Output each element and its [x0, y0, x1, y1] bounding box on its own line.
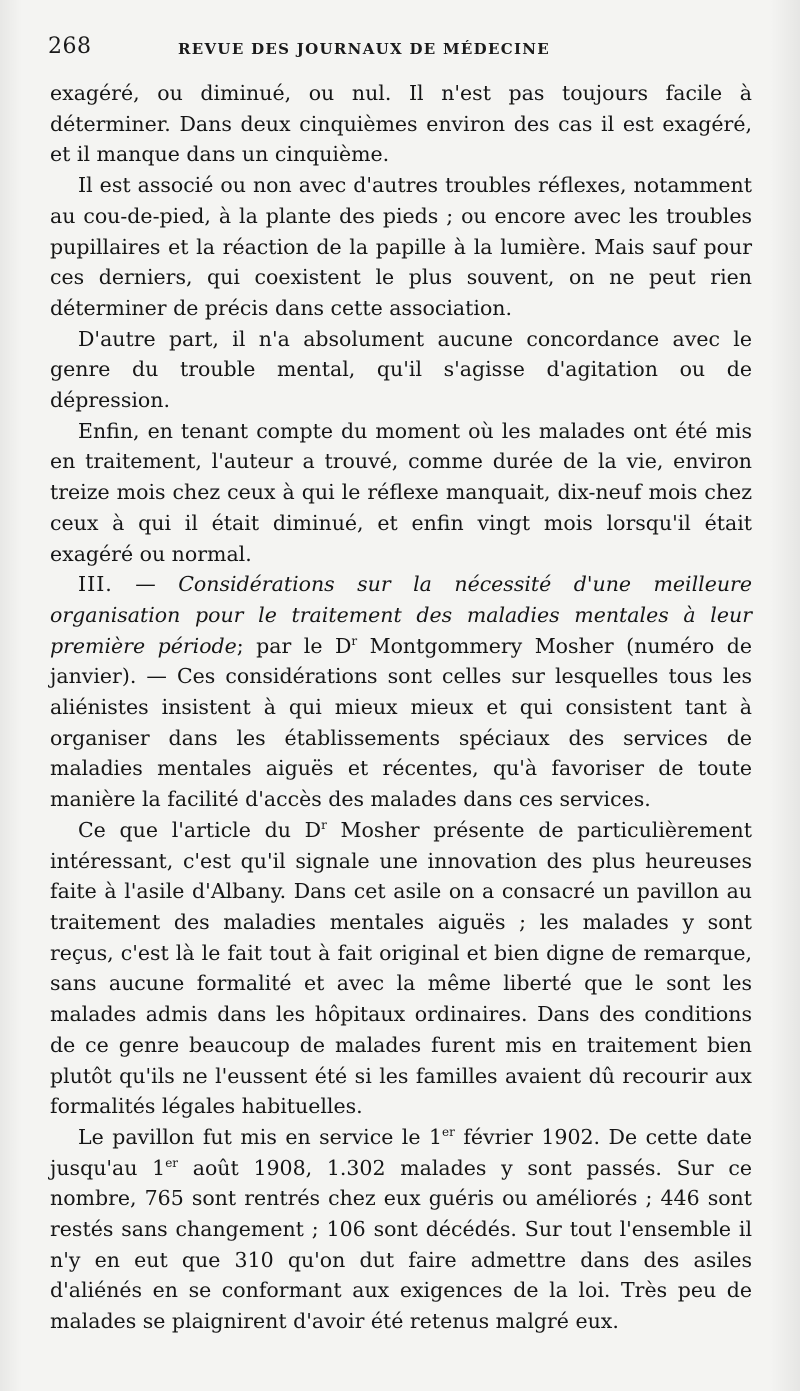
byline-post: Montgommery Mosher (numéro de janvier). — Ces considérations sont celles sur lesquelles tous les aliénistes insistent à qui mieux mieux et qui consistent tant à organiser dans les établissements spéciaux des services de maladies mentales aiguës et récentes, qu'à favoriser de toute manière la facilité d'accès des malades dans ces services. — [50, 633, 752, 812]
byline-pre: ; par le D — [236, 633, 352, 658]
paragraph-2: Il est associé ou non avec d'autres troubles réflexes, notamment au cou-de-pied, à la plante des pieds ; ou encore avec les troubles pupillaires et la réaction de la papille à la lumière. Mais sauf pour ces derniers, qui coexistent le plus souvent, on ne peut rien déterminer de précis dans cette association. — [50, 173, 752, 320]
paragraph-6 — [50, 815, 752, 1122]
byline-sup: r — [351, 633, 358, 648]
page-header — [48, 34, 760, 66]
paragraph-3: D'autre part, il n'a absolument aucune concordance avec le genre du trouble mental, qu'il s'agisse d'agitation ou de dépression. — [50, 326, 752, 413]
p6-post: Mosher présente de particulièrement intéressant, c'est qu'il signale une innovation des plus heureuses faite à l'asile d'Albany. Dans cet asile on a consacré un pavillon au traitement des maladies mentales aiguës ; les malades y sont reçus, c'est là le fait tout à fait original et bien digne de remarque, sans aucune formalité et avec la même liberté que le sont les malades admis dans les hôpitaux ordinaires. Dans des conditions de ce genre beaucoup de malades furent mis en traitement bien plutôt qu'ils ne l'eussent été si les familles avaient dû recourir aux formalités légales habituelles. — [50, 817, 752, 1119]
section-number: III. — [78, 572, 113, 597]
p7-sup-1: er — [442, 1125, 455, 1140]
body-text — [50, 78, 752, 1337]
paragraph-4: Enfin, en tenant compte du moment où les malades ont été mis en traitement, l'auteur a trouvé, comme durée de la vie, environ treize mois chez ceux à qui le réflexe manquait, dix-neuf mois chez ceux à qui il était diminué, et enfin vingt mois lorsqu'il était exagéré ou normal. — [50, 418, 752, 566]
p6-sup: r — [321, 818, 327, 833]
page-number: 268 — [48, 34, 92, 59]
paragraph-7 — [50, 1122, 752, 1337]
section-dash: — — [135, 572, 156, 597]
running-head: REVUE DES JOURNAUX DE MÉDECINE — [178, 40, 551, 58]
article-title: Considérations sur la nécessité d'une meilleure organisation pour le traitement des maladies mentales à leur première période — [50, 572, 752, 658]
p7-pre: Le pavillon fut mis en service le 1 — [78, 1124, 443, 1149]
p7-post: août 1908, 1.302 malades y sont passés. Sur ce nombre, 765 sont rentrés chez eux guéris ou améliorés ; 446 sont restés sans changement ; 106 sont décédés. Sur tout l'ensemble il n'y en eut que 310 qu'on dut faire admettre dans des asiles d'aliénés en se conformant aux exigences de la loi. Très peu de malades se plaignirent d'avoir été retenus malgré eux. — [50, 1155, 752, 1334]
paragraph-1: exagéré, ou diminué, ou nul. Il n'est pas toujours facile à déterminer. Dans deux cinquièmes environ des cas il est exagéré, et il manque dans un cinquième. — [50, 81, 752, 167]
p7-mid: février 1902. De cette date jusqu'au 1 — [50, 1124, 752, 1180]
p6-pre: Ce que l'article du D — [78, 817, 322, 842]
section-3-paragraph — [50, 569, 752, 815]
p7-sup-2: er — [165, 1155, 179, 1170]
